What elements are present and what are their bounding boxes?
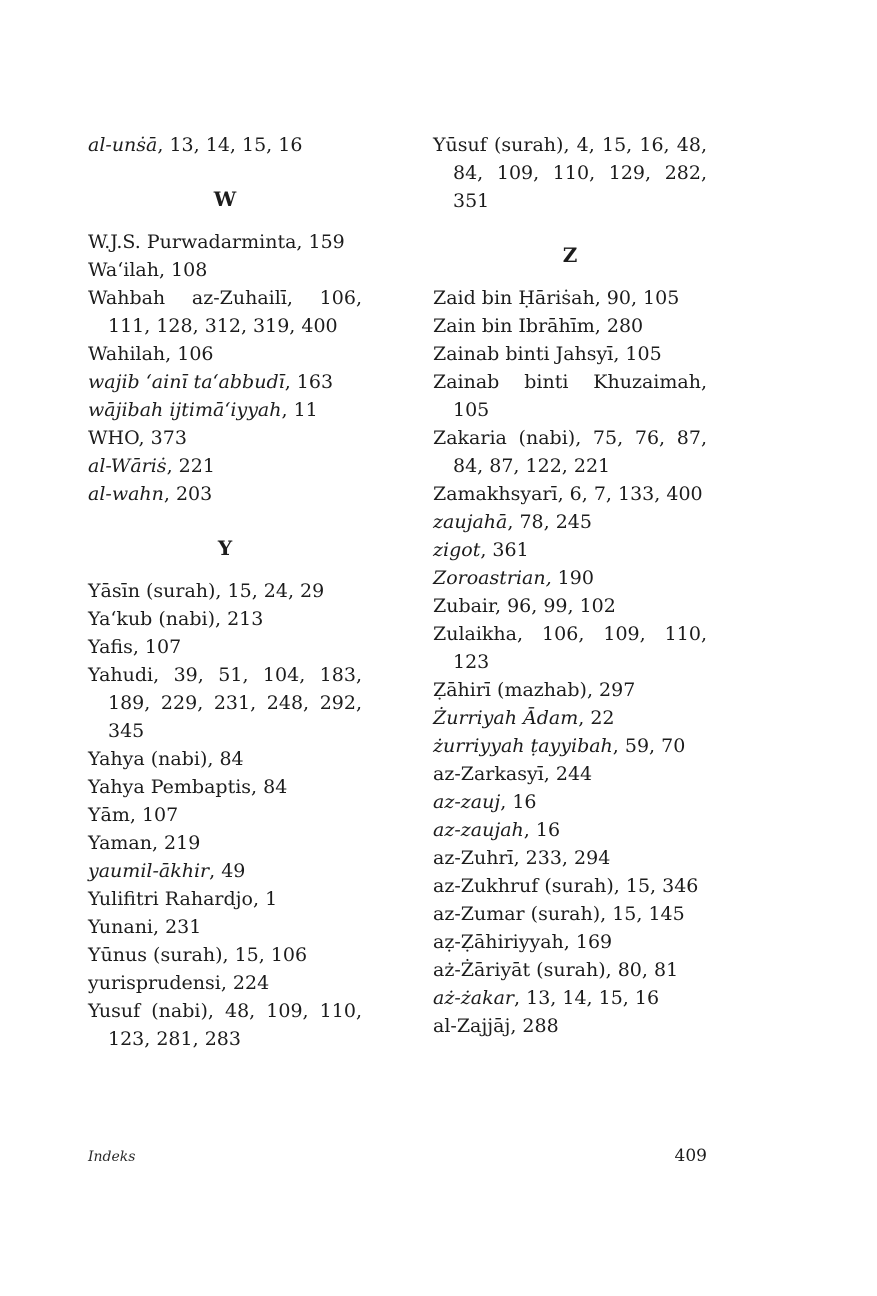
index-entry — [88, 284, 362, 340]
index-entry — [433, 508, 707, 536]
entry-text: al-Zajjāj, 288 — [433, 1015, 559, 1037]
footer-section-label: Indeks — [88, 1149, 136, 1165]
entry-term: zaujahā — [433, 511, 508, 533]
index-entry — [88, 605, 362, 633]
entry-text: aż-Żāriyāt (surah), 80, 81 — [433, 959, 679, 981]
index-entry — [88, 368, 362, 396]
index-entry — [433, 536, 707, 564]
index-entry — [433, 704, 707, 732]
index-entry — [433, 928, 707, 956]
index-entry — [433, 312, 707, 340]
entry-text: Zainab binti Khuzaimah, 105 — [433, 371, 707, 421]
entry-term: żurriyyah ṭayyibah — [433, 735, 613, 757]
index-entry — [88, 829, 362, 857]
entry-text: , 16 — [500, 791, 537, 813]
index-entry — [88, 997, 362, 1053]
index-entry — [433, 620, 707, 676]
entry-text: Yunani, 231 — [88, 916, 202, 938]
entry-text: WHO, 373 — [88, 427, 187, 449]
entry-text: az-Zumar (surah), 15, 145 — [433, 903, 685, 925]
index-entry — [88, 885, 362, 913]
page-footer — [88, 1146, 707, 1166]
entry-text: Zaid bin Ḥāriṡah, 90, 105 — [433, 287, 680, 309]
entry-text: Yusuf (nabi), 48, 109, 110, 123, 281, 283 — [88, 1000, 362, 1050]
entry-text: , 22 — [578, 707, 615, 729]
entry-text: Yahya (nabi), 84 — [88, 748, 244, 770]
index-entry — [88, 969, 362, 997]
entry-term: az-zauj — [433, 791, 501, 813]
index-entry — [88, 256, 362, 284]
entry-term: yaumil-ākhir — [88, 860, 210, 882]
index-entry — [88, 801, 362, 829]
entry-text: Wahbah az-Zuhailī, 106, 111, 128, 312, 319, 400 — [88, 287, 362, 337]
index-entry — [433, 872, 707, 900]
index-entry — [433, 984, 707, 1012]
entry-text: Yahya Pembaptis, 84 — [88, 776, 288, 798]
entry-text: az-Zukhruf (surah), 15, 346 — [433, 875, 699, 897]
entry-text: Ẓāhirī (mazhab), 297 — [433, 679, 636, 701]
entry-term: wajib ‘ainī ta‘abbudī — [88, 371, 285, 393]
section-heading: Z — [562, 243, 578, 267]
entry-text: az-Zarkasyī, 244 — [433, 763, 593, 785]
index-entry — [88, 424, 362, 452]
entry-text: , 11 — [281, 399, 318, 421]
entry-term: wājibah ijtimā‘iyyah — [88, 399, 282, 421]
entry-term: zigot — [433, 539, 481, 561]
entry-term: az-zaujah — [433, 819, 524, 841]
entry-text: Zakaria (nabi), 75, 76, 87, 84, 87, 122, 221 — [433, 427, 707, 477]
index-entry — [433, 816, 707, 844]
entry-text: 190 — [551, 567, 594, 589]
index-entry — [88, 340, 362, 368]
index-entry — [88, 745, 362, 773]
entry-text: , 13, 14, 15, 16 — [514, 987, 660, 1009]
entry-text: Wa‘ilah, 108 — [88, 259, 208, 281]
index-entry — [433, 760, 707, 788]
entry-text: W.J.S. Purwadarminta, 159 — [88, 231, 345, 253]
entry-term: al-Wāriṡ — [88, 455, 167, 477]
entry-text: Zubair, 96, 99, 102 — [433, 595, 616, 617]
index-entry — [88, 941, 362, 969]
entry-text: Yāsīn (surah), 15, 24, 29 — [88, 580, 325, 602]
entry-text: , 59, 70 — [612, 735, 686, 757]
entry-term: Żurriyah Ādam — [433, 707, 579, 729]
entry-text: aẓ-Ẓāhiriyyah, 169 — [433, 931, 613, 953]
entry-text: Yūsuf (surah), 4, 15, 16, 48, 84, 109, 110, 129, 282, 351 — [433, 134, 707, 212]
entry-text: Yulifitri Rahardjo, 1 — [88, 888, 278, 910]
footer-page-number: 409 — [674, 1146, 707, 1166]
entry-text: Yām, 107 — [88, 804, 179, 826]
entry-text: az-Zuhrī, 233, 294 — [433, 847, 611, 869]
entry-term: al-wahn — [88, 483, 164, 505]
index-entry — [433, 131, 707, 215]
index-entry — [433, 592, 707, 620]
index-entry — [433, 676, 707, 704]
index-entry — [433, 788, 707, 816]
entry-text: yurisprudensi, 224 — [88, 972, 270, 994]
index-entry — [88, 452, 362, 480]
index-entry — [433, 1012, 707, 1040]
index-entry — [433, 284, 707, 312]
entry-text: , 361 — [480, 539, 529, 561]
entry-text: , 78, 245 — [507, 511, 592, 533]
entry-text: Yaman, 219 — [88, 832, 201, 854]
entry-term: aż-żakar — [433, 987, 515, 1009]
entry-text: Zainab binti Jahsyī, 105 — [433, 343, 662, 365]
entry-text: Yafis, 107 — [88, 636, 182, 658]
section-heading: W — [213, 187, 237, 211]
index-entry — [88, 661, 362, 745]
entry-text: Yahudi, 39, 51, 104, 183, 189, 229, 231, 248, 292, 345 — [88, 664, 362, 742]
index-entry — [88, 773, 362, 801]
entry-text: Zamakhsyarī, 6, 7, 133, 400 — [433, 483, 703, 505]
index-column-right — [433, 131, 707, 1040]
index-entry — [433, 480, 707, 508]
section-heading: Y — [217, 536, 233, 560]
index-entry — [433, 956, 707, 984]
index-entry — [433, 368, 707, 424]
index-entry — [88, 228, 362, 256]
index-entry — [88, 913, 362, 941]
entry-text: , 13, 14, 15, 16 — [157, 134, 303, 156]
entry-text: , 16 — [523, 819, 561, 841]
index-entry — [88, 857, 362, 885]
entry-text: Wahilah, 106 — [88, 343, 214, 365]
index-entry — [88, 480, 362, 508]
entry-text: , 203 — [163, 483, 213, 505]
index-entry — [88, 577, 362, 605]
index-entry — [433, 844, 707, 872]
entry-text: Ya‘kub (nabi), 213 — [88, 608, 264, 630]
entry-text: , 221 — [166, 455, 215, 477]
index-entry — [88, 396, 362, 424]
entry-term: al-unṡā — [88, 134, 158, 156]
entry-text: Yūnus (surah), 15, 106 — [88, 944, 308, 966]
entry-term: Zoroastrian, — [433, 567, 552, 589]
index-entry — [433, 424, 707, 480]
index-entry — [433, 732, 707, 760]
entry-text: , 49 — [209, 860, 246, 882]
entry-text: , 163 — [284, 371, 334, 393]
index-entry — [433, 900, 707, 928]
index-entry — [433, 564, 707, 592]
entry-text: Zain bin Ibrāhīm, 280 — [433, 315, 644, 337]
index-entry — [433, 340, 707, 368]
entry-text: Zulaikha, 106, 109, 110, 123 — [433, 623, 707, 673]
index-column-left — [88, 131, 362, 1053]
index-entry — [88, 633, 362, 661]
index-entry — [88, 131, 362, 159]
